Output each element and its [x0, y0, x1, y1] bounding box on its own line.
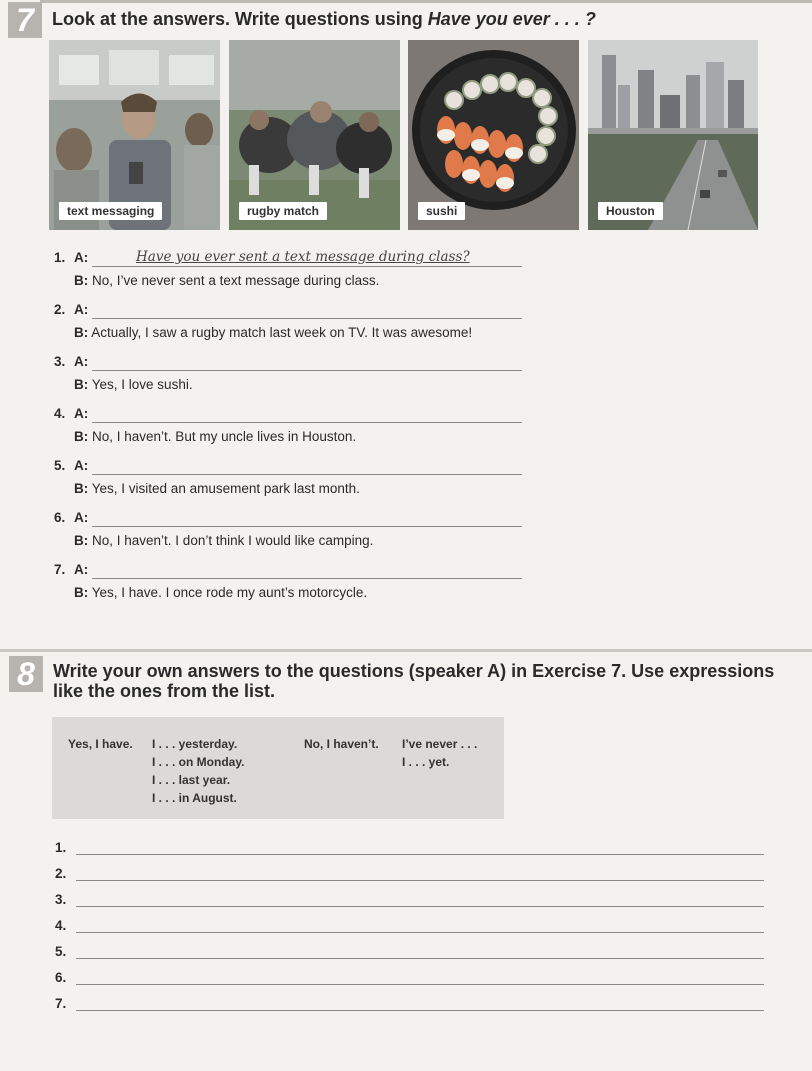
expression-yes-4: I . . . in August.	[152, 791, 237, 805]
speaker-b-text: Actually, I saw a rugby match last week on TV. It was awesome!	[91, 325, 473, 340]
item-number: 5.	[54, 458, 66, 473]
answer-line-5[interactable]	[76, 957, 764, 959]
speaker-a-label: A:	[74, 458, 89, 473]
speaker-a-label: A:	[74, 562, 89, 577]
question-answer-line[interactable]	[92, 510, 522, 527]
answer-line-1[interactable]	[76, 853, 764, 855]
speaker-b-label: B:	[74, 533, 89, 548]
exercise-8-title-line-1: Write your own answers to the questions (speaker A) in Exercise 7. Use expressions	[53, 661, 775, 681]
answer-number: 5.	[55, 944, 67, 959]
photo-label-text-messaging: text messaging	[59, 202, 162, 220]
question-answer-line[interactable]	[92, 406, 522, 423]
question-answer-line[interactable]	[92, 562, 522, 579]
answer-line-4[interactable]	[76, 931, 764, 933]
speaker-b-row	[74, 325, 472, 340]
question-answer-line[interactable]	[92, 302, 522, 319]
speaker-b-text: Yes, I have. I once rode my aunt’s motorcycle.	[91, 585, 368, 600]
speaker-b-row	[74, 533, 373, 548]
exercise-8-title	[53, 661, 803, 701]
expressions-box	[52, 717, 504, 819]
question-answer-line[interactable]	[92, 354, 522, 371]
answer-line-3[interactable]	[76, 905, 764, 907]
question-answer-line[interactable]	[92, 458, 522, 475]
photo-label-sushi: sushi	[418, 202, 465, 220]
speaker-b-row	[74, 273, 379, 288]
expression-yes-1: I . . . yesterday.	[152, 737, 238, 751]
speaker-b-text: No, I’ve never sent a text message during class.	[92, 273, 380, 288]
speaker-b-label: B:	[74, 377, 89, 392]
expression-no-2: I . . . yet.	[402, 755, 450, 769]
answer-number: 3.	[55, 892, 67, 907]
speaker-a-label: A:	[74, 354, 89, 369]
speaker-b-label: B:	[74, 325, 89, 340]
expression-yes-3: I . . . last year.	[152, 773, 231, 787]
answer-line-2[interactable]	[76, 879, 764, 881]
expression-no: No, I haven’t.	[304, 737, 379, 751]
speaker-b-row	[74, 585, 367, 600]
exercise-7-title-emphasis: Have you ever . . . ?	[427, 9, 596, 29]
speaker-a-label: A:	[74, 406, 89, 421]
speaker-b-label: B:	[74, 273, 89, 288]
exercise-7-title	[52, 9, 596, 30]
answer-number: 6.	[55, 970, 67, 985]
answer-number: 2.	[55, 866, 67, 881]
photo-label-houston: Houston	[598, 202, 663, 220]
speaker-a-label: A:	[74, 510, 89, 525]
speaker-b-label: B:	[74, 481, 89, 496]
item-number: 7.	[54, 562, 66, 577]
speaker-a-label: A:	[74, 250, 89, 265]
answer-line-7[interactable]	[76, 1009, 764, 1011]
speaker-b-text: No, I haven’t. I don’t think I would like camping.	[92, 533, 374, 548]
speaker-a-label: A:	[74, 302, 89, 317]
question-answer-line[interactable]	[92, 250, 522, 267]
photo-text-messaging	[49, 40, 220, 230]
photo-houston	[588, 40, 758, 230]
answer-number: 7.	[55, 996, 67, 1011]
speaker-b-text: Yes, I love sushi.	[91, 377, 193, 392]
speaker-b-label: B:	[74, 429, 89, 444]
item-number: 6.	[54, 510, 66, 525]
photo-sushi	[408, 40, 579, 230]
answer-number: 1.	[55, 840, 67, 855]
question-answer: Have you ever sent a text message during class?	[136, 249, 470, 265]
expression-no-1: I’ve never . . .	[402, 737, 478, 751]
item-number: 4.	[54, 406, 66, 421]
speaker-b-row	[74, 429, 356, 444]
speaker-b-text: Yes, I visited an amusement park last month.	[91, 481, 360, 496]
answer-line-6[interactable]	[76, 983, 764, 985]
exercise-7-title-text: Look at the answers. Write questions using	[52, 9, 428, 29]
top-rule	[40, 0, 812, 3]
speaker-b-text: No, I haven’t. But my uncle lives in Houston.	[92, 429, 357, 444]
answer-number: 4.	[55, 918, 67, 933]
speaker-b-label: B:	[74, 585, 89, 600]
photo-rugby-match	[229, 40, 400, 230]
exercise-8-badge: 8	[9, 656, 43, 692]
item-number: 2.	[54, 302, 66, 317]
exercise-7-badge: 7	[8, 2, 42, 38]
exercise-8-title-line-2: like the ones from the list.	[53, 681, 276, 701]
expression-yes: Yes, I have.	[68, 737, 133, 751]
expression-yes-2: I . . . on Monday.	[152, 755, 245, 769]
item-number: 3.	[54, 354, 66, 369]
item-number: 1.	[54, 250, 66, 265]
photo-label-rugby-match: rugby match	[239, 202, 327, 220]
speaker-b-row	[74, 377, 193, 392]
section-divider	[0, 649, 812, 652]
speaker-b-row	[74, 481, 360, 496]
